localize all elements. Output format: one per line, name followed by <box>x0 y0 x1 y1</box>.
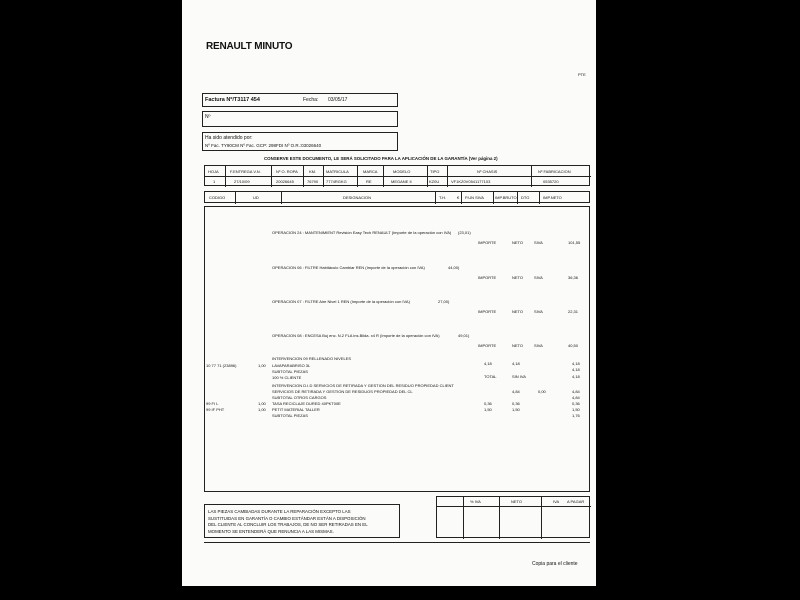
col-euro: € <box>457 195 460 200</box>
lines-body <box>204 206 590 492</box>
fac-line: Nº Fac. TY90CM Nº Fac. GCP: 298FDI Nº O.R.:03026640 <box>205 143 322 148</box>
op-24-neto: NETO <box>512 240 524 245</box>
vt-header-chasis: Nº CHASIS <box>477 169 498 174</box>
vt-header-km: KM. <box>309 169 317 174</box>
attended-box <box>202 132 398 151</box>
op-24-desc: OPERACION 24 : MANTENIMIENT Revisión Easy Tech RENAULT (Importe de la operación con IVA) <box>272 230 452 235</box>
interv2-line3: TASA RECICLAJE DURED 40PKT00E <box>272 401 341 406</box>
op-08-neto: NETO <box>512 343 524 348</box>
date-label: Fecha: <box>303 97 319 103</box>
op-08-desc: OPERACION 08 : ENCESA Buj enc. N.2 FLA ins.Bilda. x4 R (Importe de la operación con IVA) <box>272 333 440 338</box>
invoice-page <box>182 0 596 600</box>
op-24-iva: (23,01) <box>458 230 471 235</box>
vt-value-hoja: 1 <box>213 179 216 184</box>
interv2-a1b: 0,00 <box>538 389 546 394</box>
interv1-title: INTERVENCION 09 RELLENADO NIVELES <box>272 356 352 361</box>
vt-header-ropa: Nº O. ROPA <box>276 169 298 174</box>
vt-value-tipo: KZ0U <box>429 179 440 184</box>
vt-header-modelo: MODELO <box>393 169 411 174</box>
op-07-siva: SIVA <box>534 309 543 314</box>
totals-col-iva: IVA <box>553 499 560 504</box>
interv2-line5: SUBTOTAL PIEZAS <box>272 413 308 418</box>
invoice-number: Factura Nº/T3117 454 <box>205 97 260 103</box>
interv2-a1c: 4,84 <box>572 389 580 394</box>
interv1-v4: 4,18 <box>572 367 580 372</box>
op-07-importe: IMPORTE <box>478 309 497 314</box>
company-logo-text: RENAULT MINUTO <box>206 41 293 52</box>
op-06-importe: IMPORTE <box>478 275 497 280</box>
page-mark: PTE <box>578 72 586 77</box>
interv2-a1: 4,84 <box>512 389 520 394</box>
interv2-c3: 1,50 <box>572 407 580 412</box>
interv1-line1: LAVAPARABRISO 3L <box>272 363 311 368</box>
op-08-amount: 40,50 <box>568 343 579 348</box>
attended-label: Ha sido atendido por: <box>205 135 253 141</box>
op-07-amount: 22,31 <box>568 309 579 314</box>
op-07-iva: 27,00) <box>438 299 450 304</box>
interv2-qty1: 1,00 <box>258 401 266 406</box>
interv2-title: INTERVENCION D.I.D SERVICIOS DE RETIRADA Y GESTION DEL RESIDUO PROPIEDAD CLIENT <box>272 383 454 388</box>
col-th: T.H. <box>439 195 447 200</box>
lines-header <box>204 191 590 203</box>
interv2-c2: 1,50 <box>512 407 520 412</box>
vt-header-hoja: HOJA <box>208 169 219 174</box>
footer-rule <box>204 542 590 543</box>
interv1-line2: SUBTOTAL PIEZAS <box>272 369 308 374</box>
op-08-importe: IMPORTE <box>478 343 497 348</box>
op-06-amount: 36,36 <box>568 275 579 280</box>
interv1-total-label: TOTAL <box>484 374 497 379</box>
interv1-total: 4,18 <box>572 374 580 379</box>
op-07-neto: NETO <box>512 309 524 314</box>
op-24-siva: SIVA <box>534 240 543 245</box>
interv2-code2: 99 IF PHT <box>206 407 225 412</box>
vt-value-km: 76790 <box>307 179 319 184</box>
interv2-line4: PETIT MATERIAL TALLER <box>272 407 320 412</box>
vt-value-fabricacion: 0535720 <box>543 179 559 184</box>
op-08-siva: SIVA <box>534 343 543 348</box>
col-codigo: CODIGO <box>209 195 226 200</box>
interv2-c1: 1,50 <box>484 407 492 412</box>
vt-header-tipo: TIPO <box>430 169 440 174</box>
invoice-date: 03/05/17 <box>328 97 348 103</box>
interv2-line2: SUBTOTAL OTROS CARGOS <box>272 395 327 400</box>
copy-label: Copia para el cliente <box>532 561 578 567</box>
vt-value-ropa: 20026645 <box>276 179 294 184</box>
totals-table <box>436 496 590 538</box>
vt-value-entrega: 27/10/09 <box>234 179 250 184</box>
op-24-amount: 101,55 <box>568 240 581 245</box>
vt-header-entrega: F.ENTREGA V.N. <box>230 169 261 174</box>
interv2-line1: SERVICIOS DE RETIRADA Y GESTION DE RESIDUOS PROPIEDAD DEL CL <box>272 389 413 394</box>
pieces-notice-line-3: DEL CLIENTE AL CONCLUIR LOS TRABAJOS, DE NO SER RETIRADAS EN EL <box>208 522 368 527</box>
vt-value-chasis: VF1KZ0V0541177103 <box>451 179 491 184</box>
op-06-neto: NETO <box>512 275 524 280</box>
page-bottom-cutoff <box>182 586 596 600</box>
op-06-iva: 44,00) <box>448 265 460 270</box>
col-dto: DTO <box>521 195 530 200</box>
interv2-b2: 0,36 <box>512 401 520 406</box>
vt-header-marca: MARCA <box>363 169 378 174</box>
invoice-number-box <box>202 93 398 107</box>
col-imp-bruto: IMP.BRUTO <box>495 195 517 200</box>
pieces-notice-line-4: MOMENTO SE ENTENDERÁ QUE RENUNCIA A LAS MISMAS. <box>208 528 334 534</box>
vt-header-fabricacion: Nº FABRICACION <box>538 169 571 174</box>
interv2-qty2: 1,00 <box>258 407 266 412</box>
interv1-sin-iva: SIN IVA <box>512 374 526 379</box>
interv2-code1: 99 FI L <box>206 401 219 406</box>
op-08-iva: 49,01) <box>458 333 470 338</box>
col-ud: UD <box>253 195 259 200</box>
interv1-code: 10 77 71 (23896) <box>206 363 237 368</box>
pieces-notice-line-1: LAS PIEZAS CAMBIADAS DURANTE LA REPARACIÓN EXCEPTO LAS <box>208 509 351 514</box>
interv2-a2: 4,84 <box>572 395 580 400</box>
warranty-notice: CONSERVE ESTE DOCUMENTO, LE SERÁ SOLICITADO PARA LA APLICACIÓN DE LA GARANTÍA (Ver página 2) <box>264 156 498 161</box>
vt-value-marca: RE <box>366 179 372 184</box>
col-imp-neto: IMP.NETO <box>543 195 562 200</box>
op-24-importe: IMPORTE <box>478 240 497 245</box>
col-designacion: DESIGNACION <box>343 195 372 200</box>
op-07-desc: OPERACION 07 : FILTRE Aire Nivel 1 REN (Importe de la operación con IVA) <box>272 299 410 304</box>
op-06-desc: OPERACION 06 : FILTRE Habitáculo Cambiar REN (Importe de la operación con IVA) <box>272 265 425 270</box>
customer-box <box>202 111 398 127</box>
vt-value-modelo: MEGANE II <box>391 179 412 184</box>
col-pun-siva: P.UN SIVA <box>465 195 484 200</box>
vt-header-matricula: MATRICULA <box>326 169 349 174</box>
totals-col-neto: NETO <box>511 499 523 504</box>
vt-value-matricula: 7774RGKG <box>326 179 347 184</box>
interv1-line3: 100 % CLIENTE <box>272 375 302 380</box>
pieces-notice-line-2: SUSTITUIDAS EN GARANTÍA O CAMBIO ESTÁNDAR ESTÁN A DISPOSICIÓN <box>208 515 366 521</box>
interv1-v1: 4,18 <box>484 361 492 366</box>
vehicle-table <box>204 165 590 186</box>
interv1-v2: 4,18 <box>512 361 520 366</box>
interv1-qty: 1,00 <box>258 363 266 368</box>
op-06-siva: SIVA <box>534 275 543 280</box>
customer-n-label: Nº <box>205 114 211 120</box>
interv2-b1: 0,36 <box>484 401 492 406</box>
totals-col-pagar: A PAGAR <box>567 499 585 504</box>
totals-col-siva: % IVA <box>470 499 481 504</box>
pieces-notice-box <box>204 504 400 538</box>
interv2-d: 1,76 <box>572 413 580 418</box>
interv2-b3: 0,36 <box>572 401 580 406</box>
interv1-v3: 4,18 <box>572 361 580 366</box>
